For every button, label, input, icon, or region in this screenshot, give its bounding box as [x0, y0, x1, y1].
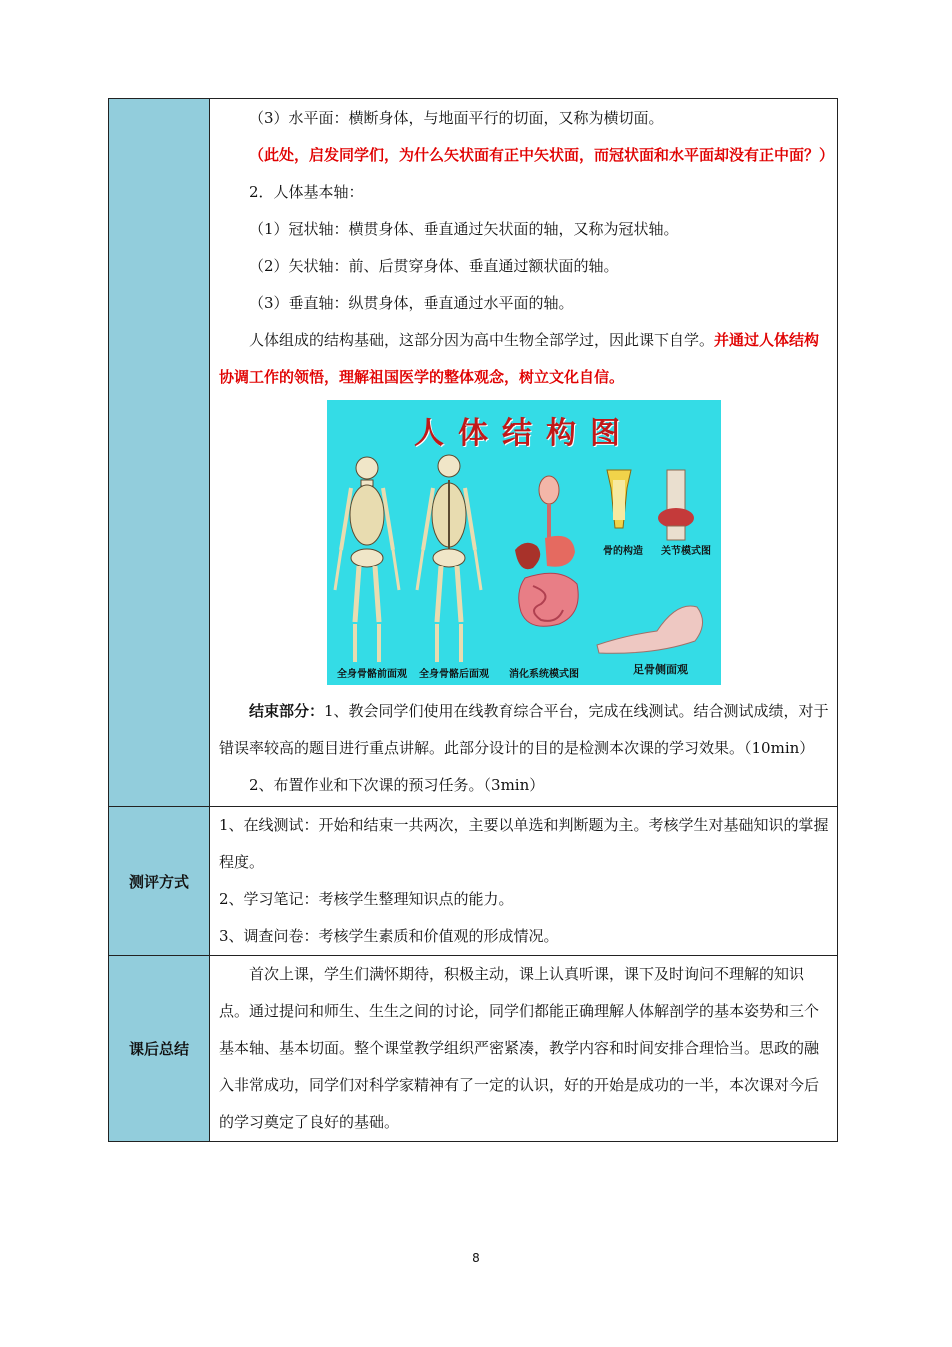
summary-row [109, 955, 837, 1141]
basic-axes-heading: 2．人体基本轴： [249, 183, 364, 201]
structure-basis-text: 人体组成的结构基础，这部分因为高中生物全部学过，因此课下自学。 [249, 331, 715, 349]
assessment-item-online-test: 1、在线测试：开始和结束一共两次，主要以单选和判断题为主。考核学生对基础知识的掌握程度。 [219, 816, 829, 871]
bone-structure-illustration [607, 470, 631, 528]
culture-confidence-highlight: 并通过人体结构协调工作的领悟，理解祖国医学的整体观念，树立文化自信。 [219, 331, 820, 386]
assessment-item-survey: 3、调查问卷：考核学生素质和价值观的形成情况。 [219, 927, 559, 945]
teaching-content [210, 99, 837, 806]
digestive-system-illustration [515, 476, 578, 626]
summary-content [210, 956, 837, 1141]
foot-skeleton-illustration [597, 606, 703, 653]
teaching-label-cell [109, 99, 210, 806]
caption-foot-lateral: 足骨侧面观 [633, 663, 688, 676]
assessment-label: 测评方式 [109, 807, 210, 955]
assessment-item-notes: 2、学习笔记：考核学生整理知识点的能力。 [219, 890, 514, 908]
skeleton-back-illustration [417, 455, 481, 662]
coronal-axis-text: （1）冠状轴：横贯身体、垂直通过矢状面的轴，又称为冠状轴。 [249, 220, 679, 238]
caption-digestive-system: 消化系统模式图 [509, 669, 579, 680]
caption-skeleton-back: 全身骨骼后面观 [419, 669, 489, 680]
caption-bone-structure: 骨的构造 [603, 546, 643, 557]
figure-wrapper [219, 396, 829, 693]
page-number: 8 [472, 1251, 480, 1265]
caption-joint-model: 关节模式图 [661, 546, 711, 557]
vertical-axis-text: （3）垂直轴：纵贯身体，垂直通过水平面的轴。 [249, 294, 574, 312]
figure-title: 人体结构图 [414, 416, 634, 451]
caption-skeleton-front: 全身骨骼前面观 [337, 669, 407, 680]
closing-section-text: 1、教会同学们使用在线教育综合平台，完成在线测试。结合测试成绩，对于错误率较高的题目进行重点讲解。此部分设计的目的是检测本次课的学习效果。（10min） [219, 702, 829, 757]
skeleton-front-illustration [335, 457, 399, 662]
assessment-content [210, 807, 837, 955]
homework-text: 2、布置作业和下次课的预习任务。（3min） [249, 776, 545, 794]
joint-illustration [658, 470, 694, 540]
closing-section-label: 结束部分： [249, 702, 325, 720]
summary-label: 课后总结 [109, 956, 210, 1141]
assessment-row [109, 806, 837, 955]
plane-question-highlight: （此处，启发同学们，为什么矢状面有正中矢状面，而冠状面和水平面却没有正中面？） [249, 146, 835, 164]
summary-text: 首次上课，学生们满怀期待，积极主动，课上认真听课，课下及时询问不理解的知识点。通过提问和师生、生生之间的讨论，同学们都能正确理解人体解剖学的基本姿势和三个基本轴、基本切面。整个课堂教学组织严密紧凑，教学内容和时间安排合理恰当。思政的融入非常成功，同学们对科学家精神有了一定的认识，好的开始是成功的一半，本次课对今后的学习奠定了良好的基础。 [219, 965, 820, 1131]
horizontal-plane-text: （3）水平面：横断身体，与地面平行的切面，又称为横切面。 [249, 109, 664, 127]
human-structure-figure [327, 400, 721, 685]
sagittal-axis-text: （2）矢状轴：前、后贯穿身体、垂直通过额状面的轴。 [249, 257, 619, 275]
closing-section-paragraph [219, 693, 829, 767]
teaching-row [109, 99, 837, 806]
structure-basis-paragraph [219, 322, 829, 396]
lesson-table [108, 98, 838, 1142]
